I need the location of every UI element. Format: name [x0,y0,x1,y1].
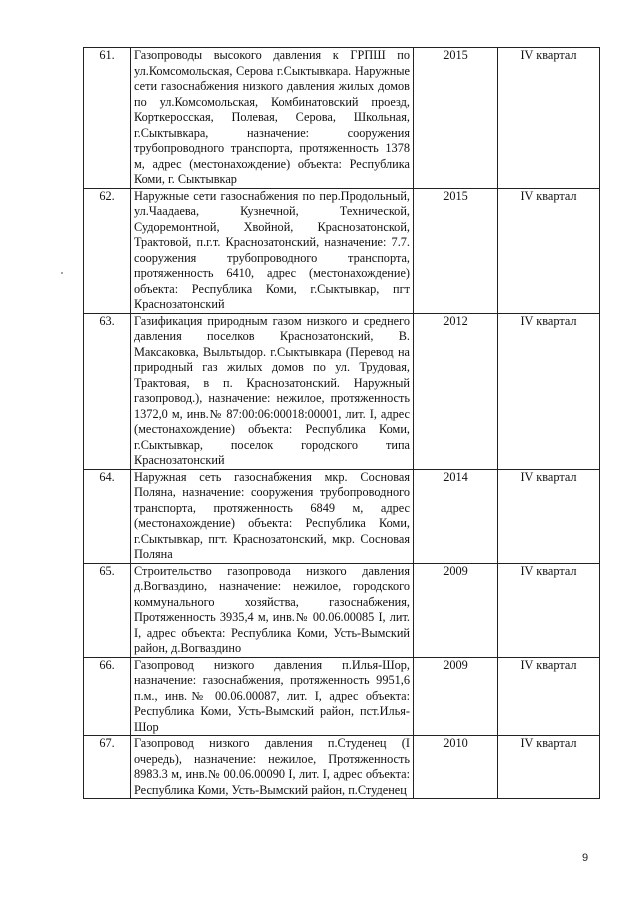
row-number-cell: 67. [84,736,131,799]
row-description-cell: Газопроводы высокого давления к ГРПШ по ул.Комсомольская, Серова г.Сыктывкара. Наружные сети газоснабжения низкого давления жилых домов по ул.Комсомольская, Комбинатовский проезд, Корткеросская, Полевая, Серова, Школьная, г.Сыктывкара, назначение: сооружения трубопроводного транспорта, протяженность 1378 м, адрес (местонахождение) объекта: Республика Коми, г. Сыктывкар [131,48,414,189]
table-row [84,563,600,657]
row-description-cell: Наружные сети газоснабжения по пер.Продольный, ул.Чаадаева, Кузнечной, Технической, Судоремонтной, Хвойной, Краснозатонской, Трактовой, п.г.т. Краснозатонский, назначение: 7.7. сооружения трубопроводного транспорта, протяженность 6410, адрес (местонахождение) объекта: Республика Коми, г.Сыктывкар, пгт Краснозатонский [131,188,414,313]
row-quarter-cell: IV квартал [498,469,600,563]
row-description-cell: Газификация природным газом низкого и среднего давления поселков Краснозатонский, В. Максаковка, Выльтыдор. г.Сыктывкара (Перевод на природный газ жилых домов по ул. Трудовая, Трактовая, в п. Краснозатонский. Наружный газопровод.), назначение: нежилое, протяженность 1372,0 м, инв.№ 87:00:06:00018:00001, лит. I, адрес (местонахождение) объекта: Республика Коми, г.Сыктывкар, поселок городского типа Краснозатонский [131,313,414,469]
row-year-cell: 2012 [414,313,498,469]
row-year-cell: 2015 [414,48,498,189]
row-number-cell: 66. [84,657,131,736]
table-row [84,188,600,313]
page-number: 9 [582,852,589,864]
row-quarter-cell: IV квартал [498,313,600,469]
row-quarter-cell: IV квартал [498,563,600,657]
row-quarter-cell: IV квартал [498,48,600,189]
scan-artifact-dot [61,272,63,274]
row-quarter-cell: IV квартал [498,188,600,313]
gas-pipeline-register-table [83,47,600,799]
row-number-cell: 64. [84,469,131,563]
row-description-cell: Газопровод низкого давления п.Илья-Шор, назначение: газоснабжения, протяженность 9951,6 п.м., инв.№ 00.06.00087, лит. I, адрес объекта: Республика Коми, Усть-Вымский район, пст.Илья-Шор [131,657,414,736]
table-row [84,657,600,736]
row-year-cell: 2015 [414,188,498,313]
row-description-cell: Строительство газопровода низкого давления д.Вогваздино, назначение: нежилое, городского коммунального хозяйства, газоснабжения, Протяженность 3935,4 м, инв.№ 00.06.00085 I, лит. I, адрес объекта: Республика Коми, Усть-Вымский район, д.Вогваздино [131,563,414,657]
row-quarter-cell: IV квартал [498,736,600,799]
row-quarter-cell: IV квартал [498,657,600,736]
row-year-cell: 2014 [414,469,498,563]
table-row [84,736,600,799]
row-number-cell: 63. [84,313,131,469]
table-row [84,313,600,469]
row-number-cell: 61. [84,48,131,189]
row-description-cell: Наружная сеть газоснабжения мкр. Сосновая Поляна, назначение: сооружения трубопроводного транспорта, протяженность 6849 м, адрес (местонахождение) объекта: Республика Коми, г.Сыктывкар, пгт. Краснозатонский, мкр. Сосновая Поляна [131,469,414,563]
register-table-body [84,48,600,799]
row-description-cell: Газопровод низкого давления п.Студенец (I очередь), назначение: нежилое, Протяженность 8983.3 м, инв.№ 00.06.00090 I, лит. I, адрес объекта: Республика Коми, Усть-Вымский район, п.Студенец [131,736,414,799]
row-year-cell: 2009 [414,657,498,736]
row-number-cell: 65. [84,563,131,657]
table-row [84,48,600,189]
row-year-cell: 2010 [414,736,498,799]
row-year-cell: 2009 [414,563,498,657]
table-row [84,469,600,563]
row-number-cell: 62. [84,188,131,313]
